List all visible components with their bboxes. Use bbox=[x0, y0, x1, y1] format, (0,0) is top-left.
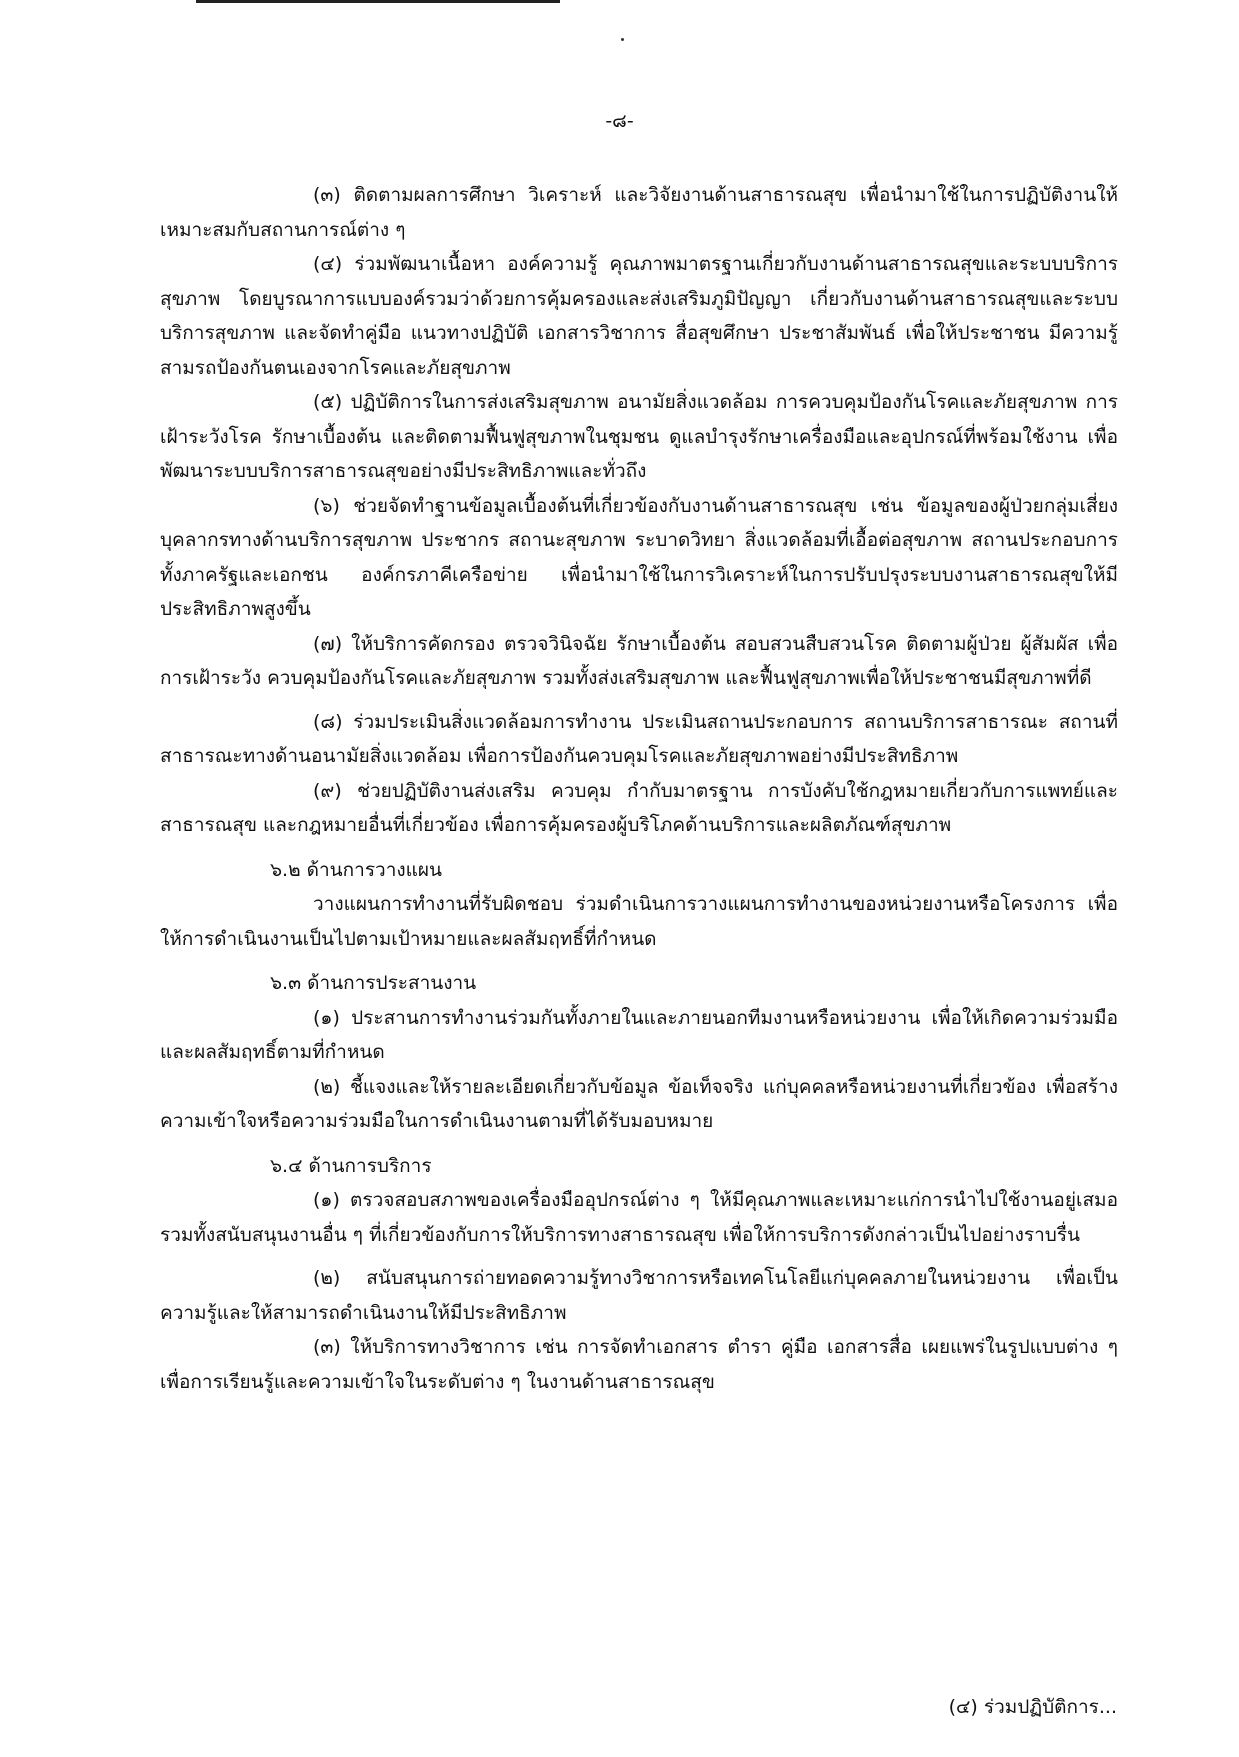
document-body bbox=[160, 178, 1118, 1399]
top-rule bbox=[196, 0, 560, 3]
paragraph-item: (๔) ร่วมพัฒนาเนื้อหา องค์ความรู้ คุณภาพมาตรฐานเกี่ยวกับงานด้านสาธารณสุขและระบบบริการสุขภาพ โดยบูรณาการแบบองค์รวมว่าด้วยการคุ้มครองและส่งเสริมภูมิปัญญา เกี่ยวกับงานด้านสาธารณสุขและระบบบริการสุขภาพ และจัดทำคู่มือ แนวทางปฏิบัติ เอกสารวิชาการ สื่อสุขศึกษา ประชาสัมพันธ์ เพื่อให้ประชาชน มีความรู้ สามรถป้องกันตนเองจากโรคและภัยสุขภาพ bbox=[160, 253, 1118, 379]
continuation-note: (๔) ร่วมปฏิบัติการ... bbox=[948, 1696, 1117, 1718]
paragraph-item: (๙) ช่วยปฏิบัติงานส่งเสริม ควบคุม กำกับมาตรฐาน การบังคับใช้กฎหมายเกี่ยวกับการแพทย์และสาธารณสุข และกฎหมายอื่นที่เกี่ยวข้อง เพื่อการคุ้มครองผู้บริโภคด้านบริการและผลิตภัณฑ์สุขภาพ bbox=[160, 779, 1118, 836]
paragraph-item: (๒) สนับสนุนการถ่ายทอดความรู้ทางวิชาการหรือเทคโนโลยีแก่บุคคลภายในหน่วยงาน เพื่อเป็นความรู้และให้สามารถดำเนินงานให้มีประสิทธิภาพ bbox=[160, 1267, 1118, 1324]
section-heading: ๖.๒ ด้านการวางแผน bbox=[270, 858, 443, 881]
paragraph-item: (๘) ร่วมประเมินสิ่งแวดล้อมการทำงาน ประเมินสถานประกอบการ สถานบริการสาธารณะ สถานที่สาธารณะทางด้านอนามัยสิ่งแวดล้อม เพื่อการป้องกันควบคุมโรคและภัยสุขภาพอย่างมีประสิทธิภาพ bbox=[160, 710, 1118, 767]
section-heading: ๖.๔ ด้านการบริการ bbox=[270, 1154, 432, 1177]
page-number: -๘- bbox=[605, 110, 634, 132]
paragraph-item: (๒) ชี้แจงและให้รายละเอียดเกี่ยวกับข้อมูล ข้อเท็จจริง แก่บุคคลหรือหน่วยงานที่เกี่ยวข้อง เพื่อสร้างความเข้าใจหรือความร่วมมือในการดำเนินงานตามที่ได้รับมอบหมาย bbox=[160, 1075, 1118, 1132]
paragraph-item: (๓) ให้บริการทางวิชาการ เช่น การจัดทำเอกสาร ตำรา คู่มือ เอกสารสื่อ เผยแพร่ในรูปแบบต่าง ๆ เพื่อการเรียนรู้และความเข้าใจในระดับต่าง ๆ ในงานด้านสาธารณสุข bbox=[160, 1336, 1118, 1393]
paragraph-item: วางแผนการทำงานที่รับผิดชอบ ร่วมดำเนินการวางแผนการทำงานของหน่วยงานหรือโครงการ เพื่อให้การดำเนินงานเป็นไปตามเป้าหมายและผลสัมฤทธิ์ที่กำหนด bbox=[160, 893, 1118, 950]
section-heading: ๖.๓ ด้านการประสานงาน bbox=[270, 972, 477, 994]
paragraph-item: (๑) ตรวจสอบสภาพของเครื่องมืออุปกรณ์ต่าง ๆ ให้มีคุณภาพและเหมาะแก่การนำไปใช้งานอยู่เสมอ รวมทั้งสนับสนุนงานอื่น ๆ ที่เกี่ยวข้องกับการให้บริการทางสาธารณสุข เพื่อให้การบริการดังกล่าวเป็นไปอย่างราบรื่น bbox=[160, 1189, 1118, 1246]
paragraph-item: (๕) ปฏิบัติการในการส่งเสริมสุขภาพ อนามัยสิ่งแวดล้อม การควบคุมป้องกันโรคและภัยสุขภาพ การเฝ้าระวังโรค รักษาเบื้องต้น และติดตามฟื้นฟูสุขภาพในชุมชน ดูแลบำรุงรักษาเครื่องมือและอุปกรณ์ที่พร้อมใช้งาน เพื่อพัฒนาระบบบริการสาธารณสุขอย่างมีประสิทธิภาพและทั่วถึง bbox=[160, 391, 1118, 482]
paragraph-item: (๑) ประสานการทำงานร่วมกันทั้งภายในและภายนอกทีมงานหรือหน่วยงาน เพื่อให้เกิดความร่วมมือและผลสัมฤทธิ์ตามที่กำหนด bbox=[160, 1006, 1118, 1063]
paragraph-item: (๖) ช่วยจัดทำฐานข้อมูลเบื้องต้นที่เกี่ยวข้องกับงานด้านสาธารณสุข เช่น ข้อมูลของผู้ป่วยกลุ่มเสี่ยง บุคลากรทางด้านบริการสุขภาพ ประชากร สถานะสุขภาพ ระบาดวิทยา สิ่งแวดล้อมที่เอื้อต่อสุขภาพ สถานประกอบการทั้งภาครัฐและเอกชน องค์กรภาคีเครือข่าย เพื่อนำมาใช้ในการวิเคราะห์ในการปรับปรุงระบบงานสาธารณสุขให้มีประสิทธิภาพสูงขึ้น bbox=[160, 494, 1118, 620]
scan-speck bbox=[621, 38, 624, 41]
paragraph-item: (๗) ให้บริการคัดกรอง ตรวจวินิจฉัย รักษาเบื้องต้น สอบสวนสืบสวนโรค ติดตามผู้ป่วย ผู้สัมผัส เพื่อการเฝ้าระวัง ควบคุมป้องกันโรคและภัยสุขภาพ รวมทั้งส่งเสริมสุขภาพ และฟื้นฟูสุขภาพเพื่อให้ประชาชนมีสุขภาพที่ดี bbox=[160, 632, 1118, 689]
paragraph-item: (๓) ติดตามผลการศึกษา วิเคราะห์ และวิจัยงานด้านสาธารณสุข เพื่อนำมาใช้ในการปฏิบัติงานให้เหมาะสมกับสถานการณ์ต่าง ๆ bbox=[160, 184, 1118, 241]
